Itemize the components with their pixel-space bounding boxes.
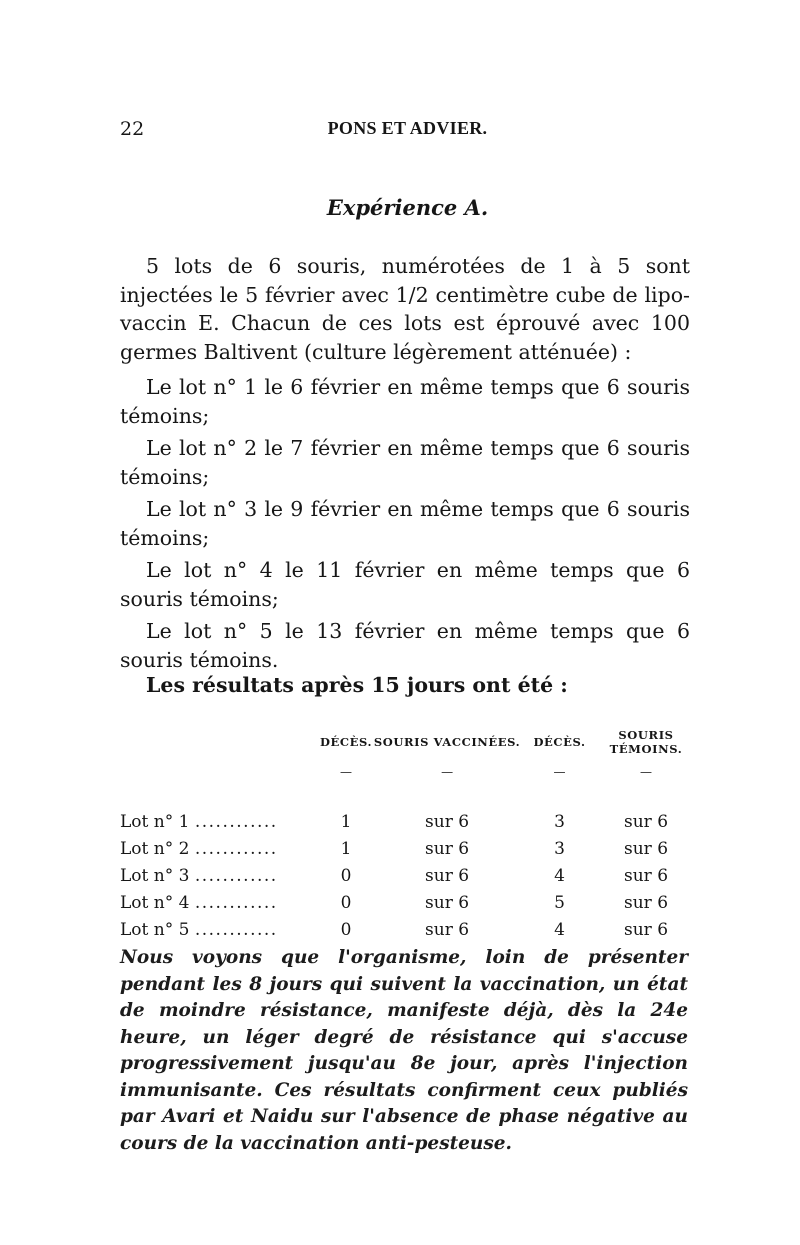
- row-label: Lot n° 1: [120, 811, 190, 832]
- cell: sur 6: [623, 919, 669, 940]
- results-table: [120, 728, 695, 943]
- cell: sur 6: [425, 892, 470, 913]
- leader-dots: ............: [194, 865, 278, 886]
- col-header: SOURIS VACCINÉES.: [373, 735, 521, 749]
- leader-dots: ............: [194, 838, 278, 859]
- cell: 0: [340, 919, 352, 940]
- cell: sur 6: [623, 892, 669, 913]
- col-header: DÉCÈS.: [533, 735, 586, 749]
- page-header: [120, 118, 695, 148]
- lot-list: [120, 373, 690, 674]
- cell: 4: [554, 919, 565, 940]
- cell: sur 6: [425, 919, 470, 940]
- cell: 3: [554, 838, 565, 859]
- cell: 0: [340, 865, 352, 886]
- row-label: Lot n° 3: [120, 865, 190, 886]
- cell: sur 6: [425, 865, 470, 886]
- cell: sur 6: [425, 811, 470, 832]
- cell: 5: [554, 892, 565, 913]
- running-title: PONS ET ADVIER.: [327, 118, 488, 138]
- table-row: [120, 808, 695, 835]
- lot-item: Le lot n° 3 le 9 février en même temps que 6 souris témoins;: [120, 497, 690, 550]
- dash: —: [340, 765, 353, 779]
- leader-dots: ............: [194, 811, 278, 832]
- leader-dots: ............: [194, 892, 278, 913]
- dash: —: [441, 765, 454, 779]
- lot-item: Le lot n° 2 le 7 février en même temps que 6 souris témoins;: [120, 436, 690, 489]
- cell: 1: [340, 838, 352, 859]
- col-header: DÉCÈS.: [319, 735, 373, 749]
- experiment-title: Expérience A.: [326, 195, 489, 220]
- table-row: [120, 862, 695, 889]
- leader-dots: ............: [194, 919, 278, 940]
- cell: 1: [340, 811, 352, 832]
- cell: sur 6: [623, 865, 669, 886]
- table-row: [120, 889, 695, 916]
- cell: sur 6: [623, 811, 669, 832]
- page-number: 22: [120, 118, 145, 140]
- row-label: Lot n° 2: [120, 838, 190, 859]
- cell: 0: [340, 892, 352, 913]
- table-row: [120, 835, 695, 862]
- row-label: Lot n° 5: [120, 919, 190, 940]
- col-header: SOURIS TÉMOINS.: [609, 728, 683, 756]
- lot-item: Le lot n° 1 le 6 février en même temps que 6 souris témoins;: [120, 375, 690, 428]
- row-label: Lot n° 4: [120, 892, 190, 913]
- header-dash-row: [120, 766, 695, 788]
- dash: —: [553, 765, 566, 779]
- table-header-row: [120, 728, 695, 766]
- table-row: [120, 916, 695, 943]
- dash: —: [640, 765, 652, 779]
- lot-item: Le lot n° 5 le 13 février en même temps que 6 souris témoins.: [120, 619, 690, 672]
- conclusion-paragraph: Nous voyons que l'organisme, loin de présenter pendant les 8 jours qui suivent la vaccination, un état de moindre résistance, manifeste déjà, dès la 24e heure, un léger degré de résistance qui s'accuse progressivement jusqu'au 8e jour, après l'injection immunisante. Ces résultats confirment ceux publiés par Avari et Naidu sur l'absence de phase négative au cours de la vaccination anti-pesteuse.: [120, 947, 688, 1154]
- cell: 4: [554, 865, 565, 886]
- cell: sur 6: [623, 838, 669, 859]
- cell: sur 6: [425, 838, 470, 859]
- intro-paragraph: 5 lots de 6 souris, numérotées de 1 à 5 sont injectées le 5 février avec 1/2 centimètre cube de lipo-vaccin E. Chacun de ces lots est éprouvé avec 100 germes Baltivent (culture légèrement atténuée) :: [120, 254, 690, 364]
- cell: 3: [554, 811, 565, 832]
- results-intro: Les résultats après 15 jours ont été :: [146, 673, 568, 697]
- lot-item: Le lot n° 4 le 11 février en même temps que 6 souris témoins;: [120, 558, 690, 611]
